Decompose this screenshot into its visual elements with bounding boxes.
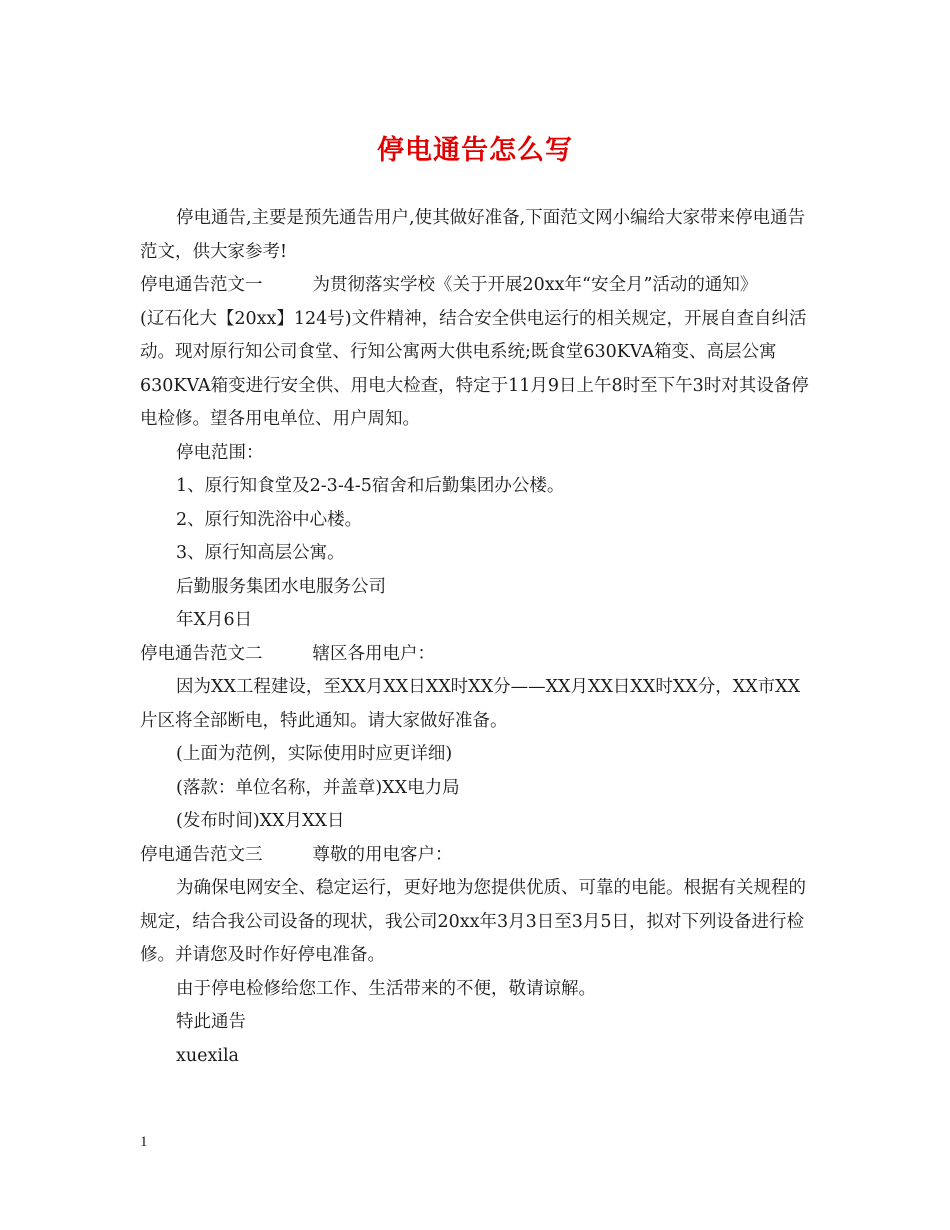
sample3-signoff: xuexila [176,1045,239,1066]
sample1-lead-line [140,269,812,303]
page-title: 停电通告怎么写 [377,135,573,166]
sample3-closing: 特此通告 [176,1012,246,1032]
sample1-scope-label: 停电范围： [176,442,264,463]
sample1-body: (辽石化大【20xx】124号)文件精神，结合安全供电运行的相关规定，开展自查自纠活动。现对原行知公司食堂、行知公寓两大供电系统;既食堂630KVA箱变、高层公寓630KVA箱变进行安全供、用电大检查，特定于11月9日上午8时至下午3时对其设备停电检修。望各用电单位、用户周知。 [140,308,809,429]
page-number: 1 [140,1134,148,1150]
sample2-sign: (落款：单位名称，并盖章)XX电力局 [176,777,460,798]
sample2-issue-date: (发布时间)XX月XX日 [176,811,345,831]
document-body [140,202,812,1073]
sample2-body: 因为XX工程建设，至XX月XX日XX时XX分——XX月XX日XX时XX分，XX市XX片区将全部断电，特此通知。请大家做好准备。 [140,677,801,731]
sample3-heading: 停电通告范文三 [140,844,263,865]
sample2-heading: 停电通告范文二 [140,643,263,664]
sample1-date: 年X月6日 [176,610,253,630]
sample3-lead-line [140,839,812,873]
sample1-heading: 停电通告范文一 [140,275,263,295]
intro-paragraph: 停电通告,主要是预先通告用户,使其做好准备,下面范文网小编给大家带来停电通告范文，供大家参考! [140,208,806,262]
sample3-lead: 尊敬的用电客户： [312,844,453,865]
sample1-scope-item-3: 3、原行知高层公寓。 [176,543,345,563]
sample2-note: (上面为范例，实际使用时应更详细) [176,744,453,764]
sample1-scope-item-2: 2、原行知洗浴中心楼。 [176,509,363,530]
sample1-signature: 后勤服务集团水电服务公司 [176,576,386,597]
sample3-body: 为确保电网安全、稳定运行，更好地为您提供优质、可靠的电能。根据有关规程的规定，结合我公司设备的现状，我公司20xx年3月3日至3月5日，拟对下列设备进行检修。并请您及时作好停电准备。 [140,878,806,965]
sample1-lead: 为贯彻落实学校《关于开展20xx年“安全月”活动的通知》 [312,275,758,295]
sample1-scope-item-1: 1、原行知食堂及2-3-4-5宿舍和后勤集团办公楼。 [176,476,565,496]
sample2-lead: 辖区各用电户： [312,643,435,664]
sample3-apology: 由于停电检修给您工作、生活带来的不便，敬请谅解。 [176,978,596,999]
sample2-lead-line [140,638,812,672]
